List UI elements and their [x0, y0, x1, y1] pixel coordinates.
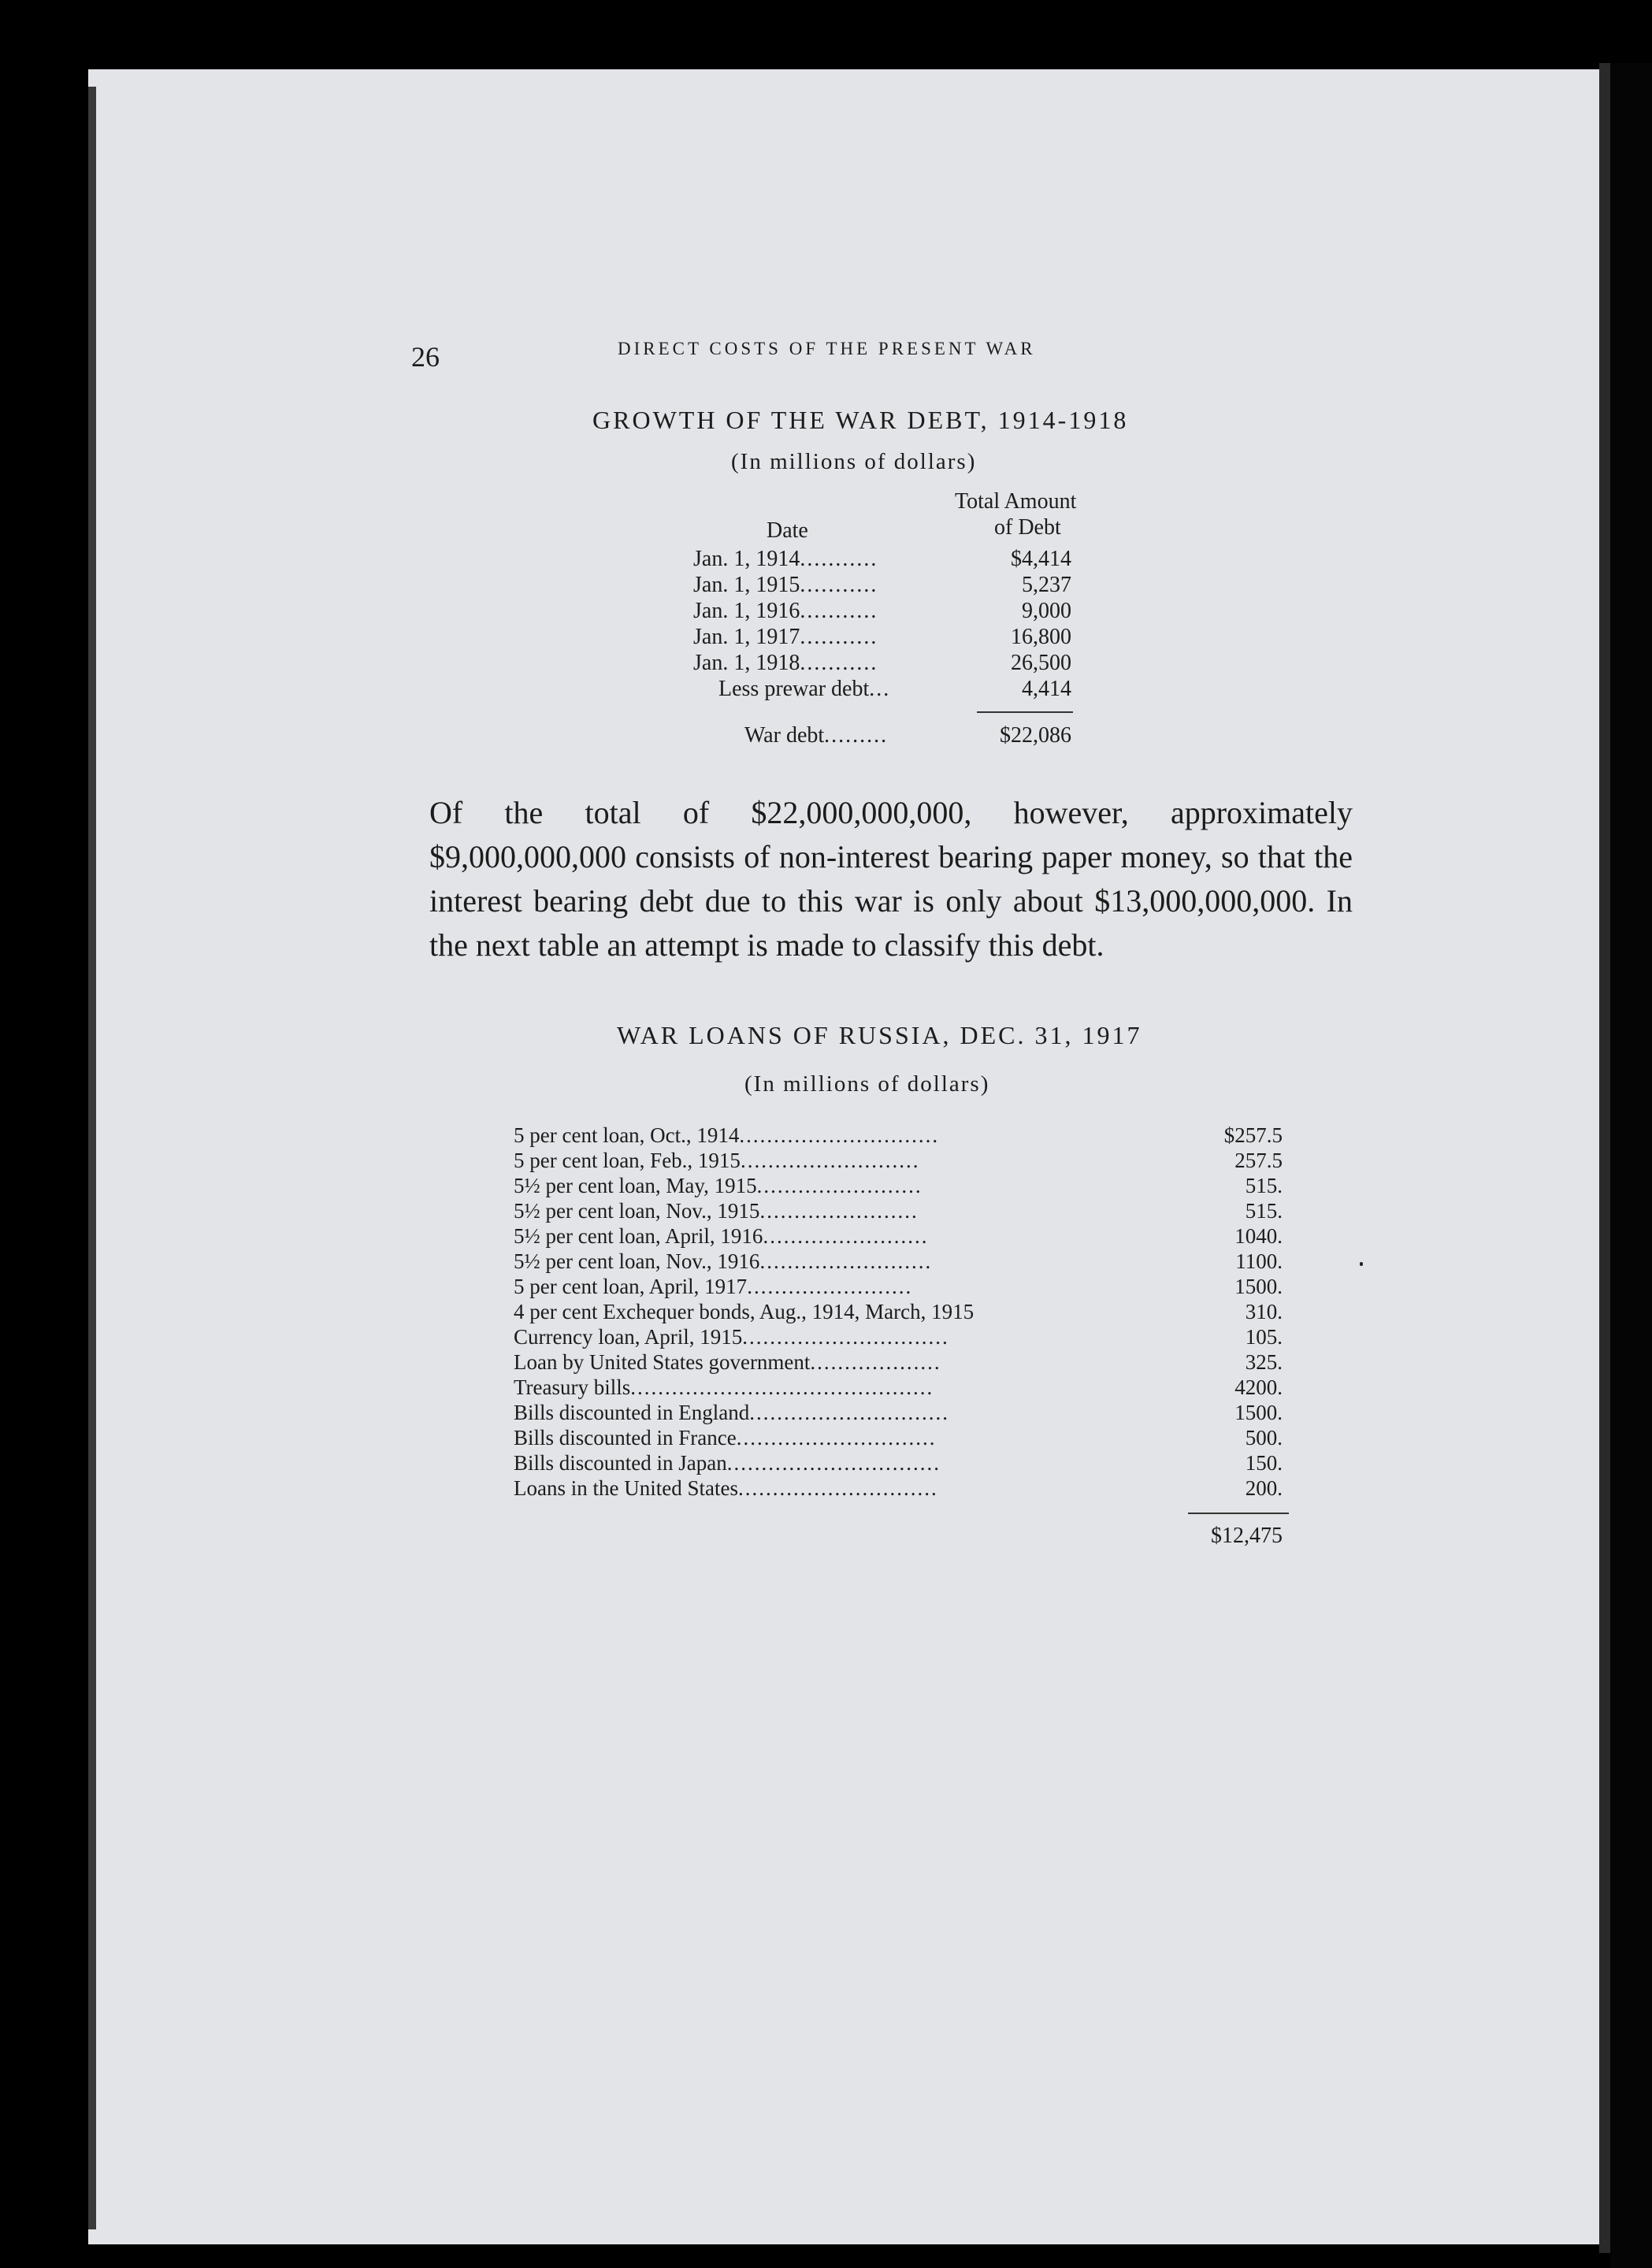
table2-row-value: 4200.	[1234, 1375, 1283, 1399]
table2-row	[514, 1299, 974, 1325]
table2-row-value: 515.	[1245, 1174, 1283, 1197]
table1-total-rule	[977, 711, 1073, 713]
table2-row: 5½ per cent loan, Nov., 1915.......................	[514, 1199, 919, 1223]
page-edge-left	[88, 87, 96, 2229]
table2-row-label: Bills discounted in Japan	[514, 1451, 727, 1475]
table2-row: Loan by United States government...................	[514, 1350, 941, 1374]
table2-row-label: 5 per cent loan, Feb., 1915	[514, 1149, 741, 1172]
table2-row-label: 5½ per cent loan, Nov., 1915	[514, 1199, 760, 1223]
table1-row-label: Jan. 1, 1917	[693, 625, 800, 649]
table1-row: Less prewar debt...	[718, 677, 891, 701]
table1-row: Jan. 1, 1917...........	[693, 625, 878, 649]
table2-row: Treasury bills............................................	[514, 1375, 934, 1399]
table2-row-label: Bills discounted in France	[514, 1426, 737, 1450]
table1-col-amount-2: of Debt	[994, 515, 1061, 540]
table2-row-value: $257.5	[1223, 1123, 1283, 1147]
table2-row-value: 105.	[1245, 1325, 1283, 1349]
table2-row: 5½ per cent loan, May, 1915........................	[514, 1174, 923, 1197]
table2-title: WAR LOANS OF RUSSIA, DEC. 31, 1917	[617, 1021, 1142, 1049]
table2-row-label: 5 per cent loan, Oct., 1914	[514, 1123, 740, 1147]
table2-row: Loans in the United States.............................	[514, 1476, 938, 1500]
table2-row-label: Loan by United States government	[514, 1350, 811, 1374]
table1-row-label: Jan. 1, 1914	[693, 547, 800, 571]
table1-total-value: $22,086	[1000, 723, 1071, 748]
table2-row-value: 200.	[1245, 1476, 1283, 1500]
table1-col-amount-1: Total Amount	[955, 489, 1077, 514]
table2-row-value: 1100.	[1235, 1249, 1283, 1273]
table2-row: Bills discounted in Japan...............................	[514, 1451, 941, 1475]
body-paragraph	[429, 791, 1353, 967]
table2-row-label: Loans in the United States	[514, 1476, 738, 1500]
table1-total-label: War debt.........	[744, 723, 889, 748]
table1-row-label: Jan. 1, 1918	[693, 651, 800, 675]
table2-row-value: 310.	[1245, 1300, 1283, 1323]
table2-row-value: 150.	[1245, 1451, 1283, 1475]
table1-row: Jan. 1, 1914...........	[693, 547, 878, 571]
table2-row: 5 per cent loan, Oct., 1914.............................	[514, 1123, 940, 1147]
table2-row-label: 5½ per cent loan, May, 1915	[514, 1174, 757, 1197]
table2-row-value: 257.5	[1234, 1149, 1283, 1172]
table2-row: Currency loan, April, 1915..............................	[514, 1325, 949, 1349]
running-head: DIRECT COSTS OF THE PRESENT WAR	[618, 339, 1036, 358]
table2-row-label: 5½ per cent loan, Nov., 1916	[514, 1249, 760, 1273]
table2-row: 5½ per cent loan, Nov., 1916.........................	[514, 1249, 933, 1273]
table2-row: Bills discounted in England.............................	[514, 1401, 949, 1424]
table1-col-date: Date	[767, 518, 808, 543]
table1-row-label: Jan. 1, 1916	[693, 599, 800, 623]
table2-row-value: 325.	[1245, 1350, 1283, 1374]
table1-subtitle: (In millions of dollars)	[731, 449, 977, 474]
page-number: 26	[411, 341, 440, 373]
table2-row-value: 500.	[1245, 1426, 1283, 1450]
table1-title: GROWTH OF THE WAR DEBT, 1914-1918	[592, 406, 1129, 434]
table2-row: 5 per cent loan, Feb., 1915..........................	[514, 1149, 920, 1172]
table1-row: Jan. 1, 1915...........	[693, 573, 878, 597]
scan-gutter	[1610, 63, 1652, 2268]
table2-row: Bills discounted in France.............................	[514, 1426, 937, 1450]
table2-row-value: 1500.	[1234, 1401, 1283, 1424]
table1-row-value: 5,237	[1022, 573, 1071, 597]
table2-row-label: 4 per cent Exchequer bonds, Aug., 1914, March, 1915	[514, 1300, 974, 1323]
table1-row-label: Jan. 1, 1915	[693, 573, 800, 597]
table2-total-rule	[1188, 1513, 1289, 1514]
table2-row-label: Currency loan, April, 1915	[514, 1325, 743, 1349]
table2-row-label: 5½ per cent loan, April, 1916	[514, 1224, 763, 1248]
table2-subtitle: (In millions of dollars)	[744, 1071, 990, 1097]
table1-row: Jan. 1, 1918...........	[693, 651, 878, 675]
table2-row-label: 5 per cent loan, April, 1917	[514, 1275, 748, 1298]
table2-row: 5 per cent loan, April, 1917........................	[514, 1275, 913, 1298]
table2-row: 5½ per cent loan, April, 1916........................	[514, 1224, 929, 1248]
table2-total-value: $12,475	[1211, 1524, 1283, 1548]
table2-row-label: Bills discounted in England	[514, 1401, 750, 1424]
table1-row-value: 16,800	[1011, 625, 1071, 649]
table2-row-label: Treasury bills	[514, 1375, 631, 1399]
table1-row: Jan. 1, 1916...........	[693, 599, 878, 623]
table2-row-value: 1040.	[1234, 1224, 1283, 1248]
paragraph-text: Of the total of $22,000,000,000, however, approximately $9,000,000,000 consists of non-interest bearing paper money, so that the interest bearing debt due to this war is only about $13,000,000,000. In the next table an attempt is made to classify this debt.	[429, 795, 1353, 963]
table1-row-value: 26,500	[1011, 651, 1071, 675]
table1-row-label: Less prewar debt	[718, 677, 870, 701]
page-edge-right	[1599, 63, 1610, 2253]
table2-row-value: 515.	[1245, 1199, 1283, 1223]
table1-row-value: 4,414	[1022, 677, 1071, 701]
table1-row-value: 9,000	[1022, 599, 1071, 623]
table1-row-value: $4,414	[1011, 547, 1071, 571]
scan-speck	[1360, 1262, 1363, 1266]
table2-row-value: 1500.	[1234, 1275, 1283, 1298]
